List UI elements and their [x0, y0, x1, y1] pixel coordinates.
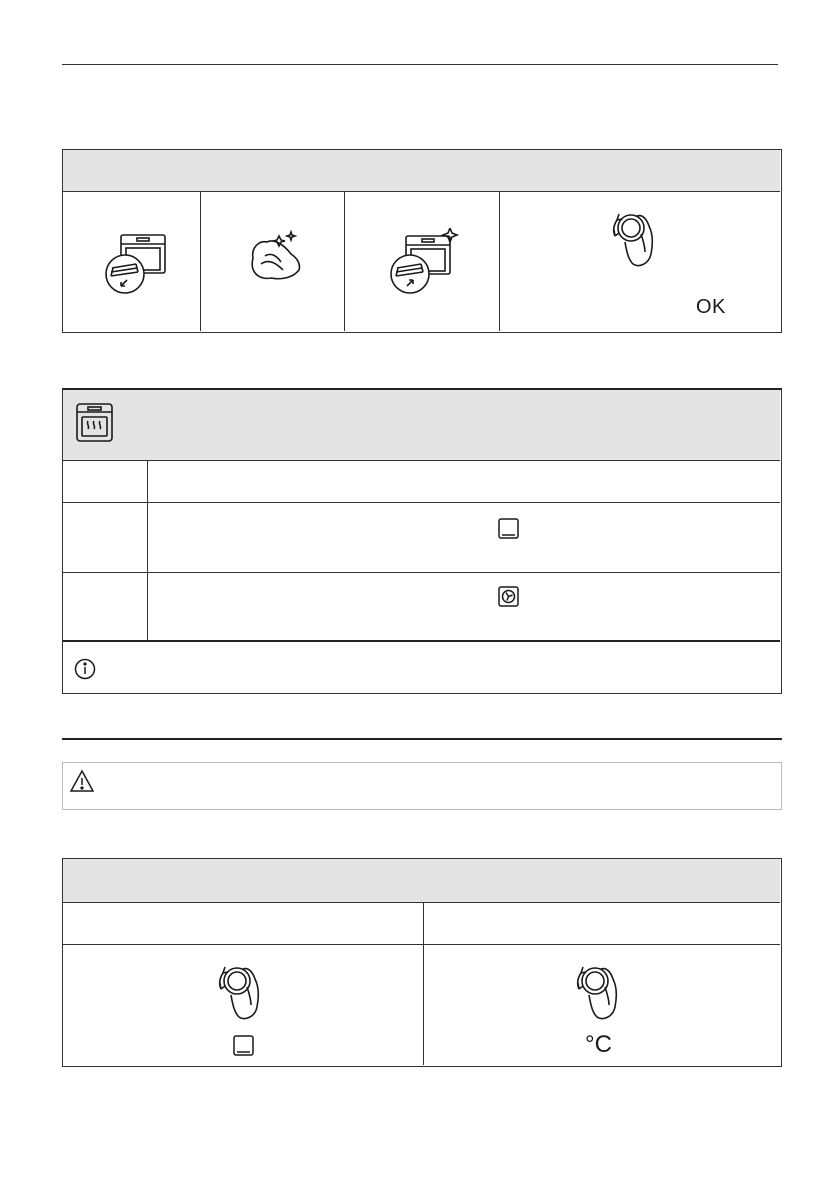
- oven-insert-accessory-icon: [388, 228, 463, 296]
- set-table-header: [63, 859, 780, 903]
- info-icon: [74, 658, 96, 680]
- warning-triangle-icon: [69, 769, 95, 793]
- info-row: [63, 643, 780, 693]
- knob-turn-hand-icon: [213, 959, 277, 1027]
- square-function-icon: [498, 518, 520, 540]
- function-table-header: [63, 390, 780, 461]
- set-table-subheader: [63, 903, 780, 945]
- oven-function-icon: [76, 403, 114, 443]
- knob-turn-hand-icon: [571, 959, 635, 1027]
- cloth-clean-icon: [241, 228, 311, 288]
- function-table: [62, 388, 782, 694]
- section-rule: [62, 738, 782, 740]
- oven-remove-accessory-icon: [103, 232, 173, 297]
- square-function-icon: [233, 1035, 255, 1057]
- steps-table: [62, 149, 782, 333]
- fan-function-icon: [498, 586, 520, 608]
- ok-button-label: OK: [696, 296, 726, 318]
- temperature-unit: °C: [585, 1031, 612, 1058]
- set-table: [62, 858, 782, 1067]
- top-rule: [62, 64, 778, 65]
- function-row: [63, 503, 780, 573]
- steps-table-header: [63, 150, 780, 192]
- warning-box: [62, 762, 782, 810]
- knob-turn-hand-icon: [603, 204, 667, 272]
- function-row: [63, 461, 780, 503]
- function-row: [63, 573, 780, 642]
